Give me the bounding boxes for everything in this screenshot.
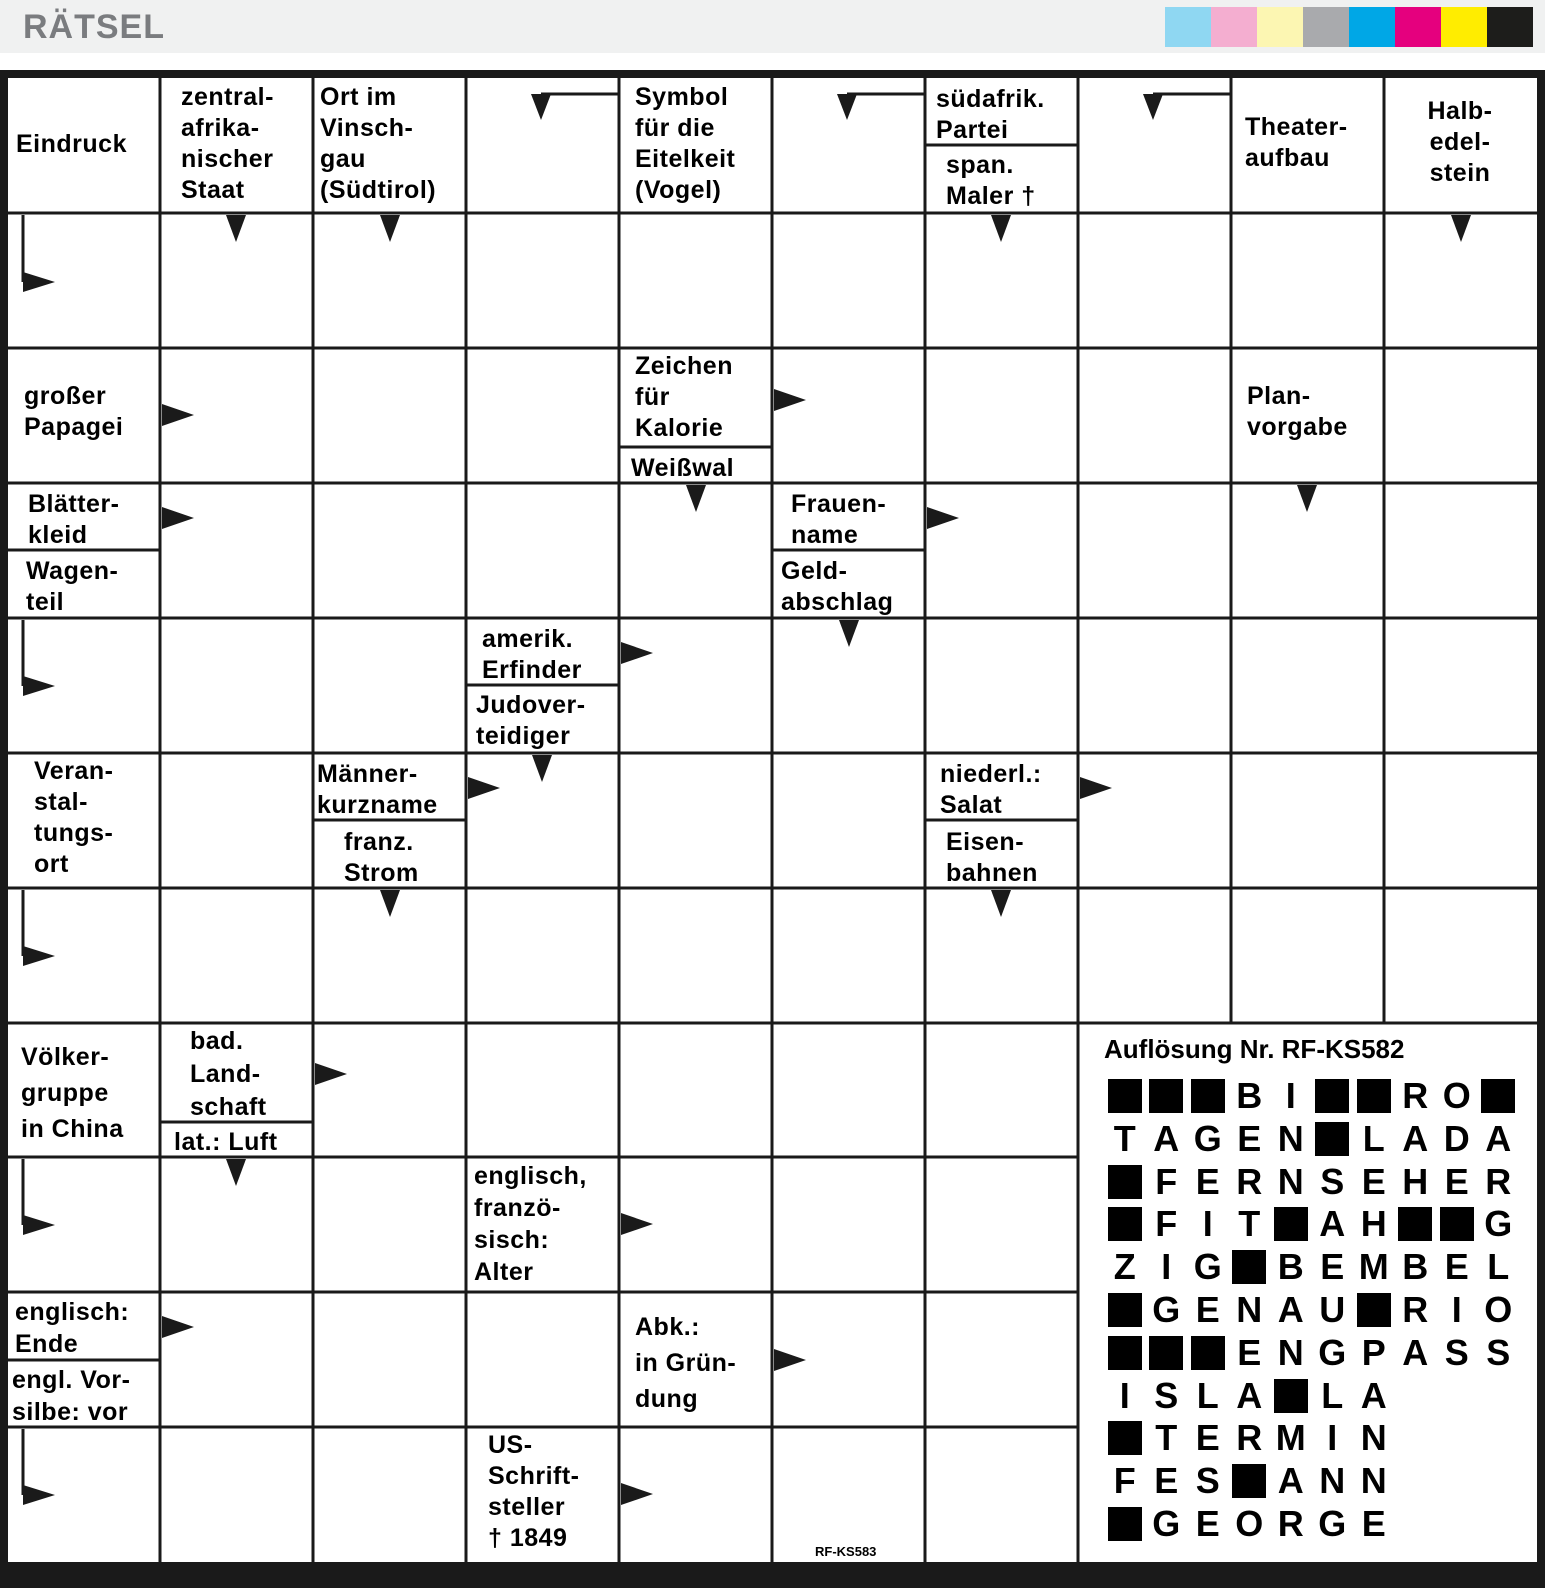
solution-row — [1104, 1076, 1519, 1116]
solution-letter: R — [1485, 1160, 1512, 1202]
solution-letter: H — [1360, 1203, 1387, 1245]
solution-letter: A — [1236, 1374, 1263, 1416]
clue-wagenteil: Wagen- teil — [26, 557, 119, 616]
solution-letter: M — [1275, 1417, 1306, 1459]
solution-letter: A — [1402, 1117, 1429, 1159]
solution-letter: A — [1153, 1117, 1180, 1159]
solution-black-cell — [1104, 1333, 1146, 1373]
solution-letter: E — [1195, 1289, 1220, 1330]
solution-row — [1104, 1290, 1519, 1330]
solution-black-cell — [1104, 1504, 1146, 1544]
solution-letter: I — [1202, 1203, 1213, 1245]
solution-row — [1104, 1247, 1519, 1287]
solution-letter: N — [1277, 1117, 1304, 1159]
solution-letter: U — [1319, 1289, 1346, 1330]
solution-title: Auflösung Nr. RF-KS582 — [1104, 1034, 1405, 1064]
solution-letter: I — [1161, 1246, 1172, 1288]
solution-letter: B — [1402, 1246, 1429, 1288]
clue-ort-vinschgau: Ort im Vinsch- gau (Südtirol) — [320, 83, 437, 204]
solution-letter: S — [1320, 1160, 1345, 1202]
solution-letter: A — [1319, 1203, 1346, 1245]
solution-row — [1104, 1461, 1395, 1501]
solution-row — [1104, 1418, 1395, 1458]
solution-letter: E — [1195, 1417, 1220, 1459]
solution-black-cell — [1104, 1290, 1146, 1330]
clue-abk-gruendung: Abk.: in Grün- dung — [635, 1313, 737, 1413]
solution-letter: D — [1443, 1117, 1470, 1159]
solution-black-cell — [1270, 1204, 1312, 1244]
page-title: RÄTSEL — [23, 8, 165, 46]
clue-maennerkurzname: Männer- kurzname — [317, 760, 438, 819]
solution-letter: O — [1442, 1075, 1471, 1116]
solution-row — [1104, 1376, 1395, 1416]
solution-letter: T — [1238, 1203, 1261, 1245]
solution-letter: S — [1154, 1374, 1179, 1416]
solution-letter: G — [1318, 1331, 1347, 1373]
solution-letter: N — [1360, 1460, 1387, 1502]
clue-planvorgabe: Plan- vorgabe — [1247, 382, 1348, 441]
solution-letter: L — [1196, 1374, 1219, 1416]
solution-letter: N — [1319, 1460, 1346, 1502]
solution-letter: R — [1236, 1160, 1263, 1202]
solution-letter: N — [1236, 1289, 1263, 1330]
clue-eisenbahnen: Eisen- bahnen — [946, 828, 1038, 887]
solution-letter: E — [1444, 1246, 1469, 1288]
clue-span-maler: span. Maler † — [946, 151, 1036, 210]
solution-black-cell — [1478, 1076, 1520, 1116]
solution-letter: F — [1113, 1460, 1136, 1502]
clue-franz-strom: franz. Strom — [344, 828, 419, 887]
solution-black-cell — [1104, 1076, 1146, 1116]
clue-englisch-ende: englisch: Ende — [15, 1298, 130, 1358]
solution-letter: B — [1277, 1246, 1304, 1288]
clue-halbedelstein: Halb- edel- stein — [1427, 97, 1493, 187]
solution-black-cell — [1353, 1290, 1395, 1330]
solution-letter: I — [1327, 1417, 1338, 1459]
solution-letter: R — [1277, 1503, 1304, 1544]
solution-row — [1104, 1204, 1519, 1244]
solution-row — [1104, 1119, 1519, 1159]
solution-letter: A — [1360, 1374, 1387, 1416]
clue-geldabschlag: Geld- abschlag — [781, 557, 894, 616]
solution-letter: A — [1277, 1289, 1304, 1330]
solution-letter: F — [1155, 1203, 1178, 1245]
solution-letter: G — [1193, 1246, 1222, 1288]
puzzle-code: RF-KS583 — [815, 1544, 877, 1559]
solution-letter: F — [1155, 1160, 1178, 1202]
clue-lat-luft: lat.: Luft — [174, 1128, 278, 1156]
solution-letter: E — [1361, 1503, 1386, 1544]
solution-letter: E — [1154, 1460, 1179, 1502]
solution-letter: S — [1486, 1331, 1511, 1373]
solution-black-cell — [1270, 1376, 1312, 1416]
clue-blaetterkleid: Blätter- kleid — [28, 490, 120, 549]
solution-letter: T — [1113, 1117, 1136, 1159]
clue-grosser-papagei: großer Papagei — [24, 382, 124, 441]
solution-letter: L — [1362, 1117, 1385, 1159]
solution-letter: P — [1361, 1331, 1386, 1373]
solution-black-cell — [1146, 1076, 1188, 1116]
solution-letter: E — [1444, 1160, 1469, 1202]
solution-black-cell — [1229, 1247, 1271, 1287]
solution-letter: S — [1444, 1331, 1469, 1373]
solution-letter: L — [1321, 1374, 1344, 1416]
solution-letter: E — [1237, 1117, 1262, 1159]
solution-letter: R — [1402, 1289, 1429, 1330]
clue-eindruck: Eindruck — [16, 130, 127, 158]
solution-letter: E — [1195, 1503, 1220, 1544]
clue-theateraufbau: Theater- aufbau — [1245, 113, 1348, 172]
solution-letter: T — [1155, 1417, 1178, 1459]
solution-row — [1104, 1504, 1395, 1544]
clue-suedafrik-partei: südafrik. Partei — [936, 85, 1045, 144]
solution-letter: R — [1236, 1417, 1263, 1459]
solution-letter: G — [1152, 1289, 1181, 1330]
solution-black-cell — [1146, 1333, 1188, 1373]
solution-letter: O — [1484, 1289, 1513, 1330]
solution-letter: S — [1195, 1460, 1220, 1502]
clue-zentralafrik: zentral- afrika- nischer Staat — [181, 83, 274, 204]
solution-black-cell — [1104, 1418, 1146, 1458]
solution-letter: G — [1318, 1503, 1347, 1544]
solution-letter: A — [1485, 1117, 1512, 1159]
clue-engl-vorsilbe: engl. Vor- silbe: vor — [12, 1366, 131, 1426]
solution-letter: E — [1361, 1160, 1386, 1202]
solution-letter: O — [1235, 1503, 1264, 1544]
solution-letter: M — [1358, 1246, 1389, 1288]
solution-letter: L — [1487, 1246, 1510, 1288]
clue-judoverteidiger: Judover- teidiger — [476, 691, 586, 750]
solution-letter: G — [1484, 1203, 1513, 1245]
solution-black-cell — [1104, 1204, 1146, 1244]
solution-black-cell — [1187, 1076, 1229, 1116]
clue-englisch-alter: englisch, franzö- sisch: Alter — [474, 1162, 587, 1286]
solution-letter: E — [1237, 1331, 1262, 1373]
clue-bad-landschaft: bad. Land- schaft — [190, 1027, 267, 1121]
clue-amerik-erfinder: amerik. Erfinder — [482, 625, 582, 684]
solution-row — [1104, 1333, 1519, 1373]
solution-letter: G — [1152, 1503, 1181, 1544]
clue-frauenname: Frauen- name — [791, 490, 887, 549]
solution-letter: I — [1119, 1374, 1130, 1416]
solution-letter: A — [1277, 1460, 1304, 1502]
clue-weisswal: Weißwal — [631, 454, 735, 482]
solution-letter: Z — [1113, 1246, 1136, 1288]
solution-black-cell — [1353, 1076, 1395, 1116]
solution-letter: I — [1451, 1289, 1462, 1330]
solution-letter: R — [1402, 1075, 1429, 1116]
solution-letter: H — [1402, 1160, 1429, 1202]
solution-black-cell — [1229, 1461, 1271, 1501]
clue-voelkergruppe: Völker- gruppe in China — [21, 1043, 124, 1143]
clue-zeichen-kalorie: Zeichen für Kalorie — [635, 352, 733, 442]
solution-black-cell — [1436, 1204, 1478, 1244]
solution-letter: E — [1195, 1160, 1220, 1202]
solution-letter: B — [1236, 1075, 1263, 1116]
solution-letter: G — [1193, 1117, 1222, 1159]
solution-black-cell — [1395, 1204, 1437, 1244]
solution-letter: N — [1277, 1160, 1304, 1202]
solution-letter: N — [1277, 1331, 1304, 1373]
solution-black-cell — [1312, 1119, 1354, 1159]
solution-letter: I — [1285, 1075, 1296, 1116]
clue-veranstaltungsort: Veran- stal- tungs- ort — [34, 757, 114, 878]
solution-row — [1104, 1162, 1519, 1202]
solution-letter: A — [1402, 1331, 1429, 1373]
clue-niederl-salat: niederl.: Salat — [940, 760, 1042, 819]
solution-letter: E — [1320, 1246, 1345, 1288]
solution-black-cell — [1312, 1076, 1354, 1116]
clue-symbol-eitelkeit: Symbol für die Eitelkeit (Vogel) — [635, 83, 736, 204]
solution-black-cell — [1104, 1162, 1146, 1202]
solution-letter: N — [1360, 1417, 1387, 1459]
solution-black-cell — [1187, 1333, 1229, 1373]
clue-us-schriftsteller: US- Schrift- steller † 1849 — [488, 1431, 580, 1552]
